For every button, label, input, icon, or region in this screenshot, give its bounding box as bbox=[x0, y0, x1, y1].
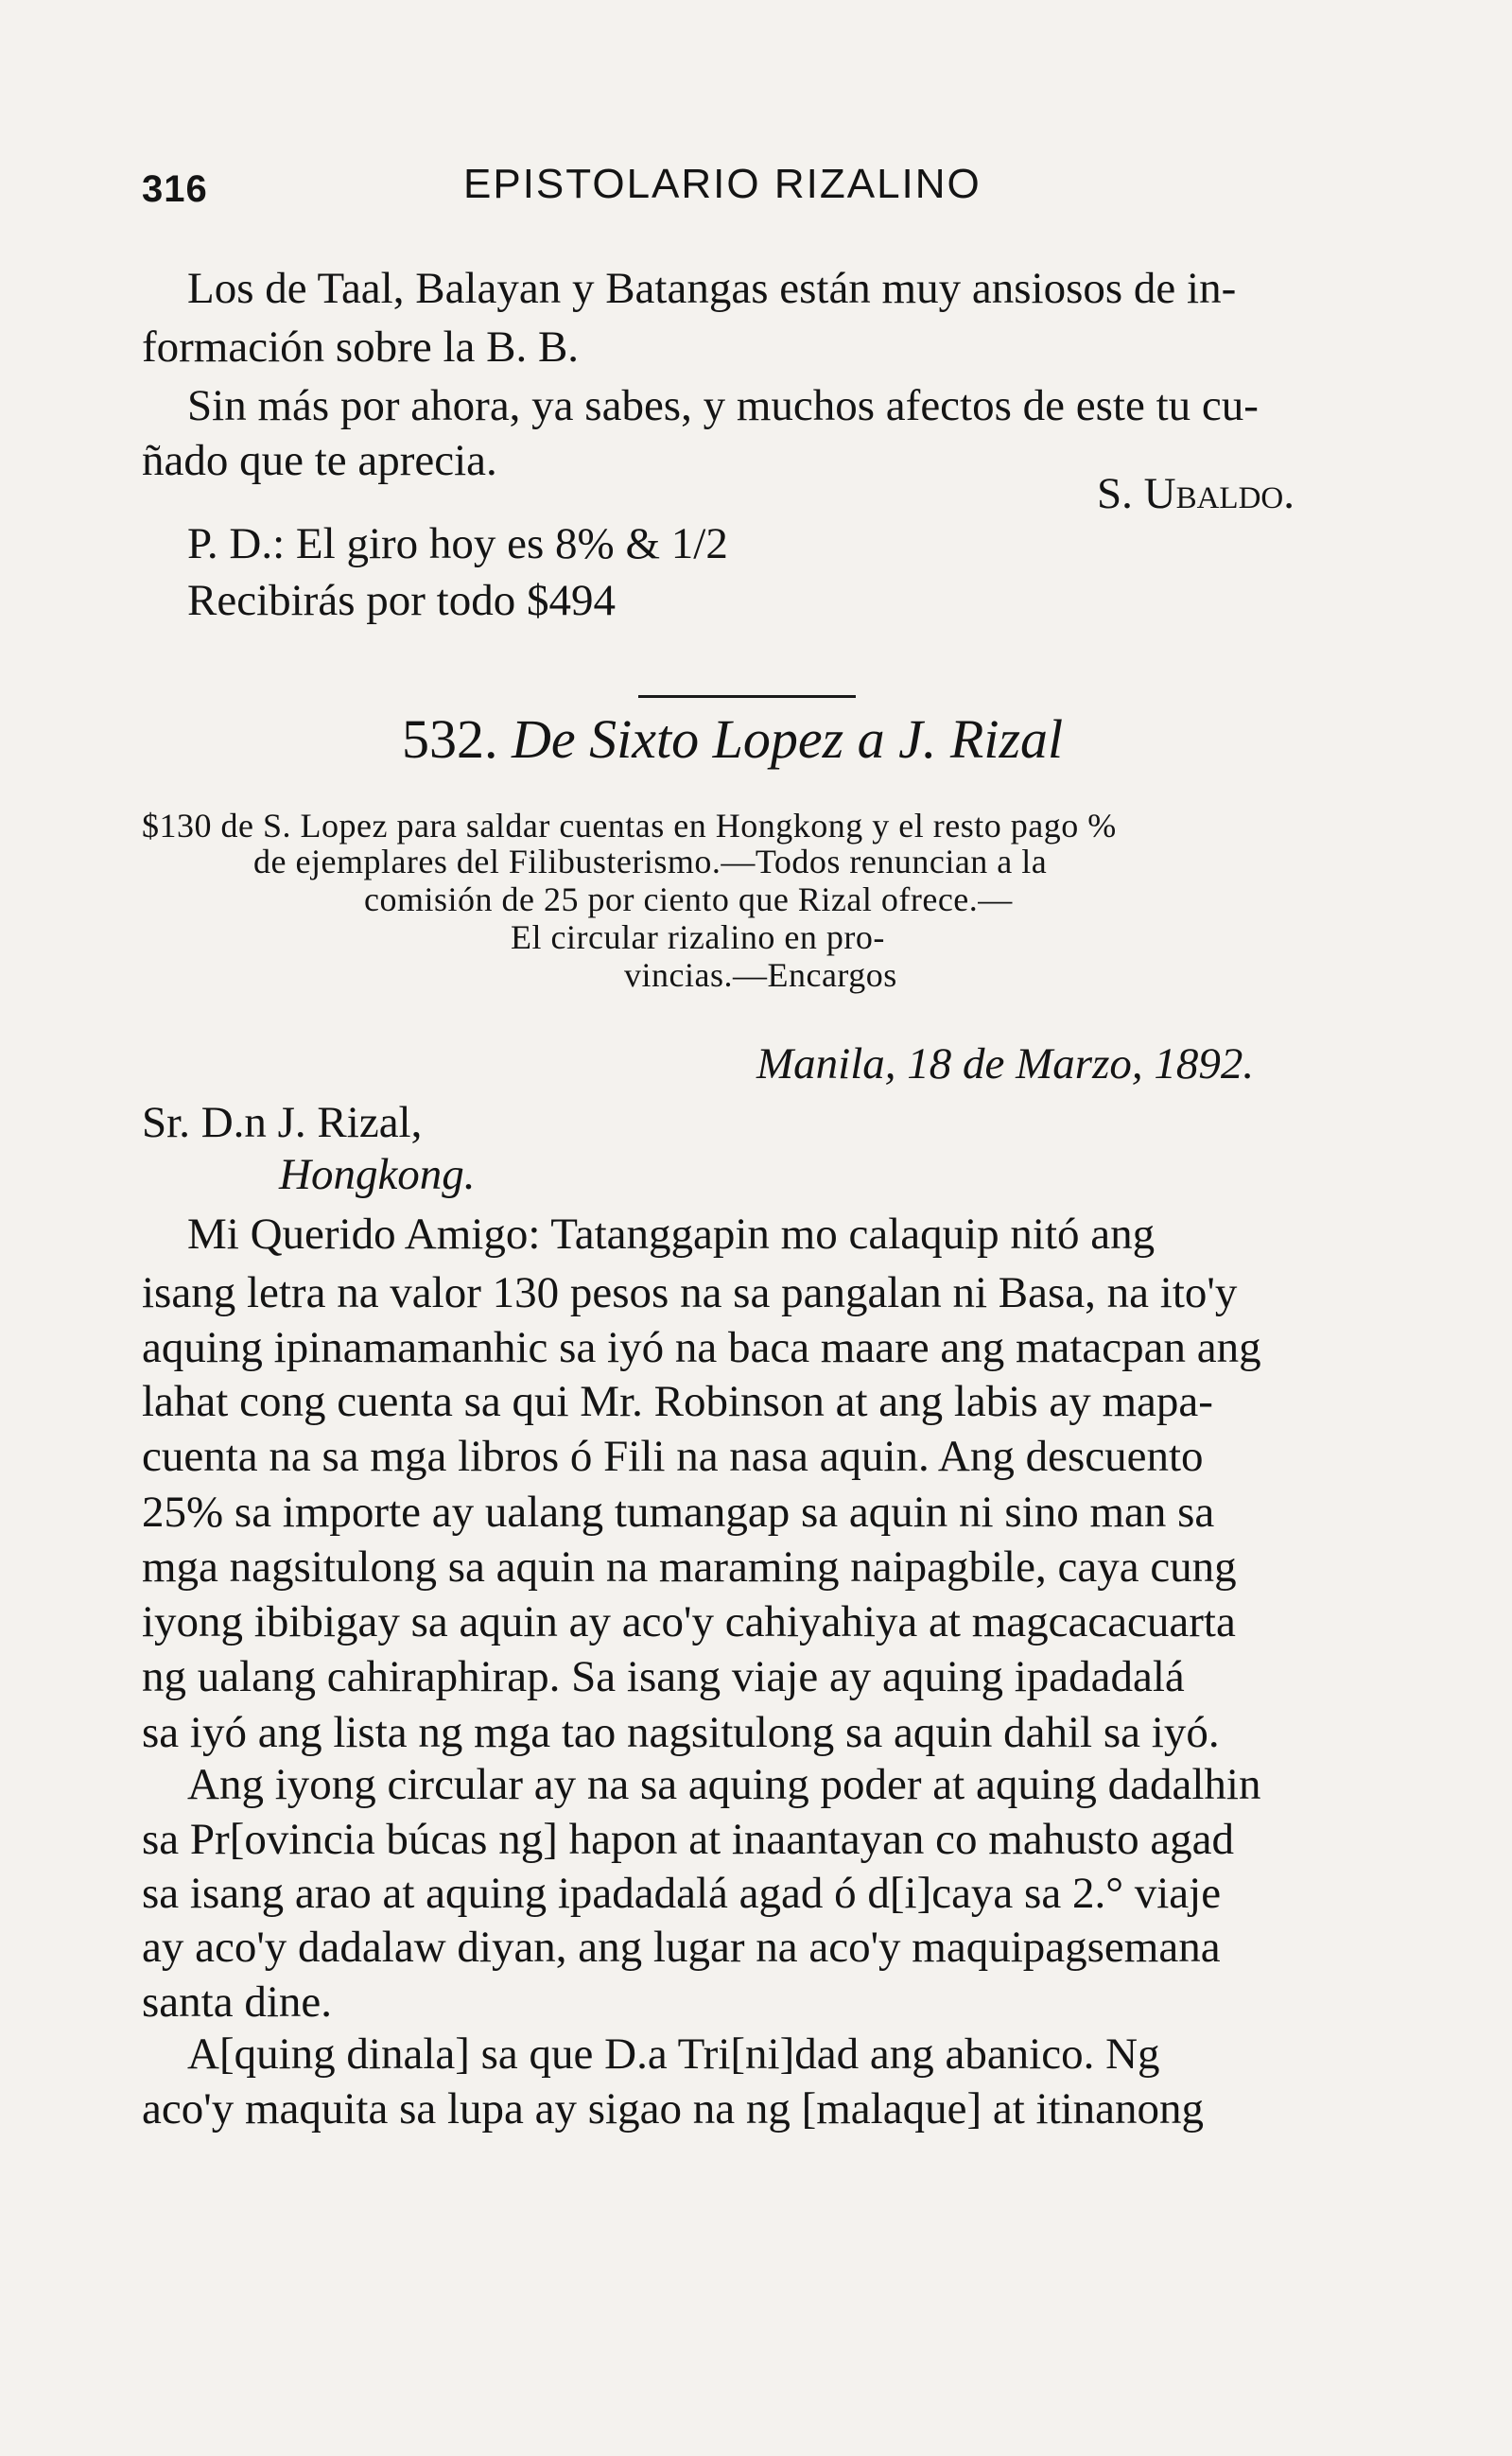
addressee: Sr. D.n J. Rizal, bbox=[142, 1098, 423, 1147]
prev-letter-line: Sin más por ahora, ya sabes, y muchos afectos de este tu cu- bbox=[187, 381, 1259, 430]
body-line: A[quing dinala] sa que D.a Tri[ni]dad ang abanico. Ng bbox=[187, 2029, 1160, 2079]
dateline: Manila, 18 de Marzo, 1892. bbox=[756, 1039, 1255, 1089]
body-line: santa dine. bbox=[142, 1977, 332, 2027]
body-line: aco'y maquita sa lupa ay sigao na ng [malaque] at itinanong bbox=[142, 2084, 1205, 2134]
body-line: ay aco'y dadalaw diyan, ang lugar na aco'y maquipagsemana bbox=[142, 1923, 1221, 1972]
address-city: Hongkong. bbox=[279, 1150, 476, 1199]
postscript-line: P. D.: El giro hoy es 8% & 1/2 bbox=[187, 519, 728, 568]
body-line: sa isang arao at aquing ipadadalá agad ó d[i]caya sa 2.° viaje bbox=[142, 1869, 1222, 1918]
letter-title: De Sixto Lopez a J. Rizal bbox=[512, 708, 1064, 770]
postscript-line: Recibirás por todo $494 bbox=[187, 576, 616, 625]
prev-letter-line: Los de Taal, Balayan y Batangas están muy ansiosos de in- bbox=[187, 264, 1237, 313]
body-line: lahat cong cuenta sa qui Mr. Robinson at ang labis ay mapa- bbox=[142, 1377, 1213, 1426]
summary-line: vincias.—Encargos bbox=[624, 956, 897, 994]
body-line: iyong ibibigay sa aquin ay aco'y cahiyahiya at magcacacuarta bbox=[142, 1597, 1236, 1646]
prev-letter-line: ñado que te aprecia. bbox=[142, 436, 497, 485]
body-line: isang letra na valor 130 pesos na sa pangalan ni Basa, na ito'y bbox=[142, 1268, 1238, 1317]
running-title: EPISTOLARIO RIZALINO bbox=[463, 161, 982, 207]
body-line: sa iyó ang lista ng mga tao nagsitulong sa aquin dahil sa iyó. bbox=[142, 1708, 1220, 1757]
prev-letter-line: formación sobre la B. B. bbox=[142, 322, 580, 372]
signature: S. Ubaldo. bbox=[1097, 469, 1295, 518]
page-number: 316 bbox=[142, 168, 208, 210]
body-line: Mi Querido Amigo: Tatanggapin mo calaquip nitó ang bbox=[187, 1210, 1156, 1259]
body-line: mga nagsitulong sa aquin na maraming naipagbile, caya cung bbox=[142, 1542, 1237, 1592]
summary-line: $130 de S. Lopez para saldar cuentas en Hongkong y el resto pago % bbox=[142, 807, 1117, 845]
body-line: 25% sa importe ay ualang tumangap sa aquin ni sino man sa bbox=[142, 1488, 1215, 1537]
summary-line: comisión de 25 por ciento que Rizal ofrece.— bbox=[364, 880, 1013, 918]
letter-heading bbox=[402, 707, 1063, 771]
body-line: sa Pr[ovincia búcas ng] hapon at inaantayan co mahusto agad bbox=[142, 1815, 1235, 1864]
body-line: aquing ipinamamanhic sa iyó na baca maare ang matacpan ang bbox=[142, 1323, 1261, 1372]
summary-line: El circular rizalino en pro- bbox=[511, 918, 885, 956]
letter-number: 532. bbox=[402, 708, 498, 770]
section-rule bbox=[638, 695, 856, 698]
body-line: Ang iyong circular ay na sa aquing poder at aquing dadalhin bbox=[187, 1760, 1261, 1809]
summary-line: de ejemplares del Filibusterismo.—Todos renuncian a la bbox=[253, 843, 1048, 880]
body-line: ng ualang cahiraphirap. Sa isang viaje ay aquing ipadadalá bbox=[142, 1652, 1185, 1701]
body-line: cuenta na sa mga libros ó Fili na nasa aquin. Ang descuento bbox=[142, 1432, 1204, 1481]
